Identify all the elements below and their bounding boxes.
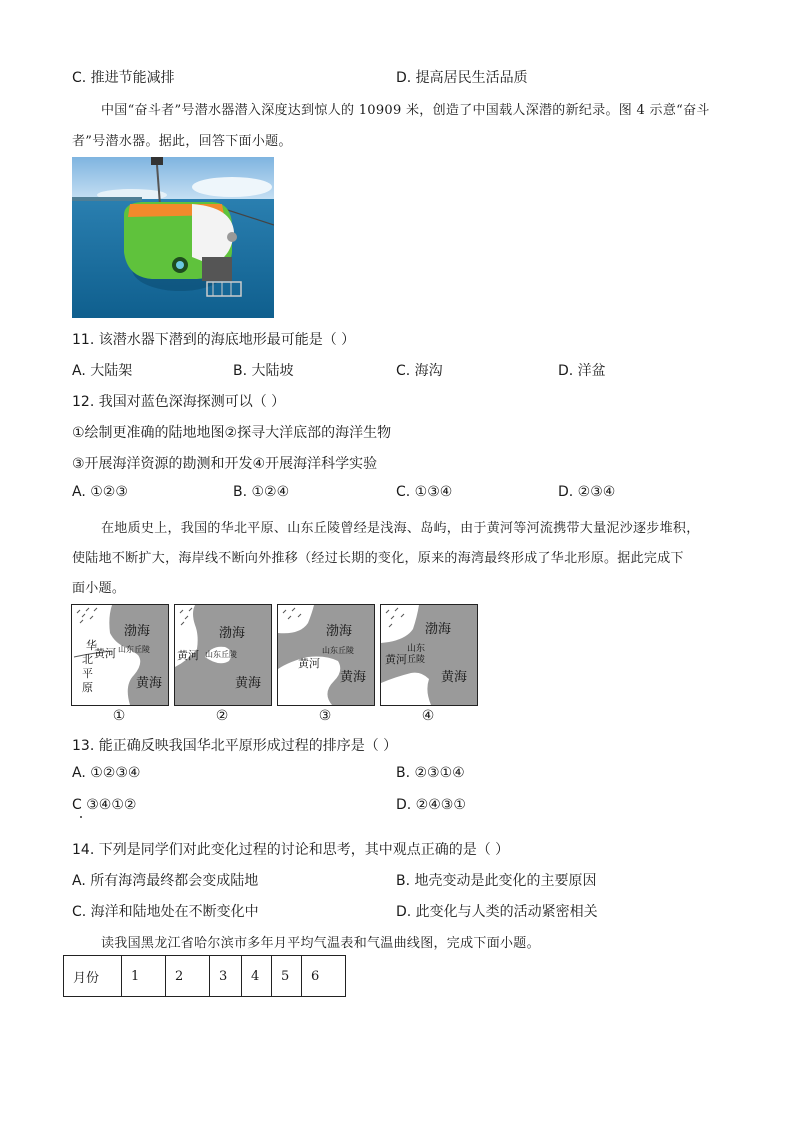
map2-river: 黄河 bbox=[177, 649, 199, 662]
q12-item2: ③开展海洋资源的勘测和开发④开展海洋科学实验 bbox=[72, 456, 378, 472]
table-cell: 1 bbox=[122, 956, 166, 997]
map-3-number: ③ bbox=[318, 708, 332, 724]
map3-sea1: 渤海 bbox=[326, 624, 353, 639]
stray-dot bbox=[80, 816, 82, 818]
q13-option-c: C ③④①② bbox=[72, 797, 137, 813]
q10-option-c: C. 推进节能减排 bbox=[72, 70, 175, 86]
passage2-line1: 在地质史上，我国的华北平原、山东丘陵曾经是浅海、岛屿，由于黄河等河流携带大量泥沙逐步堆积， bbox=[101, 521, 700, 536]
q12-option-b: B. ①②④ bbox=[233, 484, 290, 500]
map2-sea1: 渤海 bbox=[219, 626, 246, 641]
q12-option-a: A. ①②③ bbox=[72, 484, 128, 500]
passage3-line1: 读我国黑龙江省哈尔滨市多年月平均气温表和气温曲线图，完成下面小题。 bbox=[101, 936, 540, 951]
map3-river: 黄河 bbox=[298, 657, 320, 670]
map1-hills: 山东丘陵 bbox=[118, 645, 150, 654]
passage1-line1: 中国“奋斗者”号潜水器潜入深度达到惊人的 10909 米，创造了中国载人深潜的新纪录。图 4 示意“奋斗 bbox=[101, 103, 710, 118]
map4-hills-2: 丘陵 bbox=[407, 655, 426, 665]
map4-river: 黄河 bbox=[385, 653, 407, 666]
map1-sea2: 黄海 bbox=[136, 676, 163, 691]
passage1-line2: 者”号潜水器。据此，回答下面小题。 bbox=[72, 134, 292, 149]
q12-option-c: C. ①③④ bbox=[396, 484, 453, 500]
table-cell: 5 bbox=[272, 956, 302, 997]
q12-stem: 12. 我国对蓝色深海探测可以（ ） bbox=[72, 394, 286, 410]
map-3 bbox=[277, 604, 375, 706]
map2-sea2: 黄海 bbox=[235, 676, 262, 691]
map-4-number: ④ bbox=[421, 708, 435, 724]
map-2 bbox=[174, 604, 272, 706]
table-cell: 4 bbox=[242, 956, 272, 997]
q14-stem: 14. 下列是同学们对此变化过程的讨论和思考，其中观点正确的是（ ） bbox=[72, 842, 510, 858]
map3-sea2: 黄海 bbox=[340, 670, 367, 685]
q12-option-d: D. ②③④ bbox=[558, 484, 616, 500]
map4-hills-1: 山东 bbox=[407, 644, 426, 654]
table-cell: 2 bbox=[166, 956, 210, 997]
q11-option-a: A. 大陆架 bbox=[72, 363, 133, 379]
q11-stem: 11. 该潜水器下潜到的海底地形最可能是（ ） bbox=[72, 332, 356, 348]
map1-plain-1: 北 bbox=[82, 653, 93, 666]
map-1 bbox=[71, 604, 169, 706]
q10-option-d: D. 提高居民生活品质 bbox=[396, 70, 528, 86]
passage2-line2: 使陆地不断扩大，海岸线不断向外推移（经过长期的变化，原来的海湾最终形成了华北形原。据此完成下 bbox=[72, 551, 684, 566]
map1-plain-3: 平 bbox=[82, 667, 93, 680]
map4-sea2: 黄海 bbox=[441, 670, 468, 685]
table-row bbox=[64, 956, 346, 997]
table-cell: 3 bbox=[210, 956, 242, 997]
q13-option-a: A. ①②③④ bbox=[72, 765, 141, 781]
map1-plain-4: 原 bbox=[82, 681, 93, 694]
q13-option-d: D. ②④③① bbox=[396, 797, 466, 813]
q14-option-b: B. 地壳变动是此变化的主要原因 bbox=[396, 873, 597, 889]
map-1-number: ① bbox=[112, 708, 126, 724]
q14-option-d: D. 此变化与人类的活动紧密相关 bbox=[396, 904, 598, 920]
map-2-number: ② bbox=[215, 708, 229, 724]
submersible-photo bbox=[72, 157, 274, 318]
q11-option-c: C. 海沟 bbox=[396, 363, 443, 379]
map1-plain-2: 华 bbox=[86, 639, 97, 652]
map1-river: 黄河 bbox=[94, 647, 116, 660]
map2-hills: 山东丘陵 bbox=[205, 650, 237, 659]
q14-option-a: A. 所有海湾最终都会变成陆地 bbox=[72, 873, 259, 889]
map1-sea1: 渤海 bbox=[124, 624, 151, 639]
temperature-table bbox=[63, 955, 346, 997]
q11-option-d: D. 洋盆 bbox=[558, 363, 606, 379]
passage2-line3: 面小题。 bbox=[72, 581, 126, 596]
map3-hills: 山东丘陵 bbox=[322, 646, 354, 655]
q11-option-b: B. 大陆坡 bbox=[233, 363, 294, 379]
map-4 bbox=[380, 604, 478, 706]
q13-option-b: B. ②③①④ bbox=[396, 765, 465, 781]
q14-option-c: C. 海洋和陆地处在不断变化中 bbox=[72, 904, 259, 920]
map4-sea1: 渤海 bbox=[425, 622, 452, 637]
table-header-month: 月份 bbox=[64, 956, 122, 997]
q12-item1: ①绘制更准确的陆地地图②探寻大洋底部的海洋生物 bbox=[72, 425, 392, 441]
q13-stem: 13. 能正确反映我国华北平原形成过程的排序是（ ） bbox=[72, 738, 398, 754]
table-cell: 6 bbox=[302, 956, 346, 997]
